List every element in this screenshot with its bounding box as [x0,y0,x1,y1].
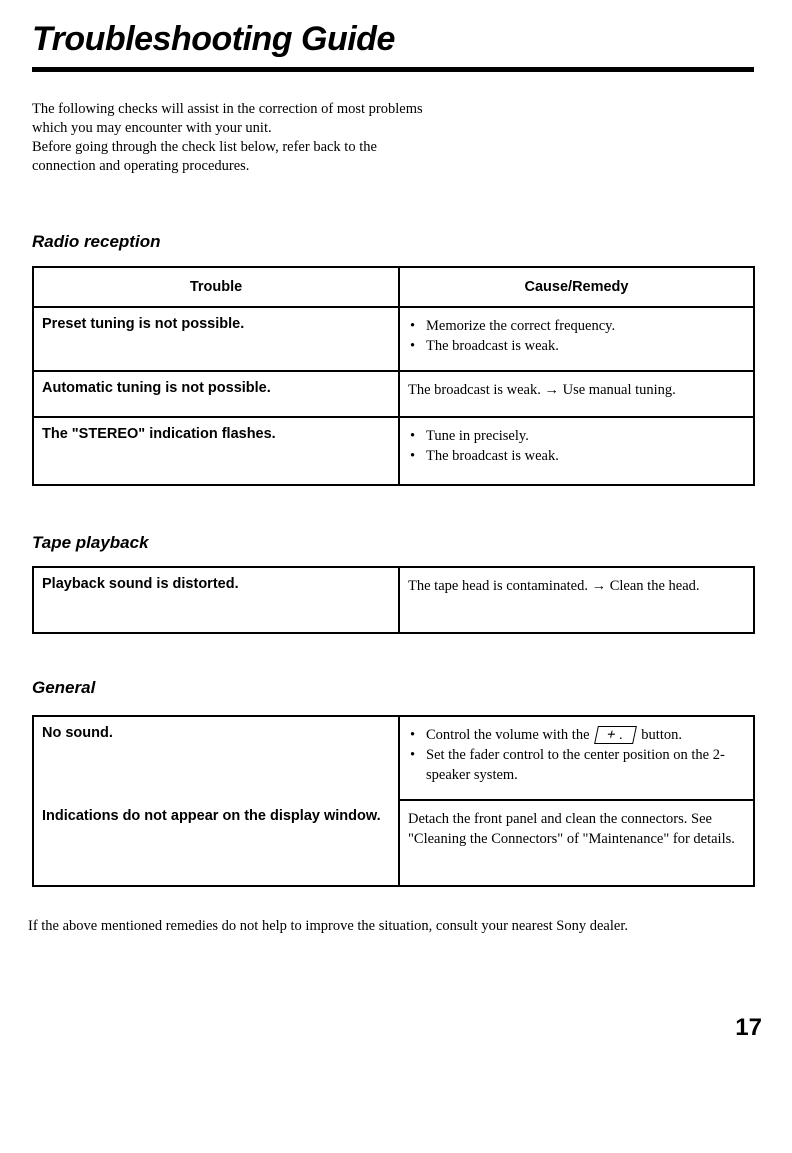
volume-up-button-icon: + . [594,726,636,744]
page-number: 17 [735,1014,762,1041]
table-row [33,716,754,800]
table-row [33,371,754,417]
remedy-cell [399,417,754,485]
intro-line: The following checks will assist in the correction of most problems [32,101,423,117]
section-title-general: General [32,678,96,697]
trouble-cell: The "STEREO" indication flashes. [33,417,399,485]
section-title-tape: Tape playback [32,533,149,552]
trouble-cell: Playback sound is distorted. [33,567,399,633]
table-header-row [33,267,754,307]
table-row [33,307,754,371]
intro-line: connection and operating procedures. [32,158,250,174]
intro-text [32,100,552,176]
remedy-item: • The broadcast is weak. [408,336,745,356]
remedy-item: • Tune in precisely. [408,426,745,446]
remedy-cell [399,371,754,417]
remedy-text: The broadcast is weak. → Use manual tuning. [408,382,676,398]
remedy-item: • The broadcast is weak. [408,446,745,466]
trouble-cell: Indications do not appear on the display window. [33,800,399,886]
header-trouble: Trouble [33,267,399,307]
remedy-cell [399,716,754,800]
general-table [32,715,755,887]
table-row [33,417,754,485]
remedy-volume-after: button. [641,727,682,743]
title-rule [32,67,754,72]
table-row [33,567,754,633]
remedy-cell [399,567,754,633]
header-remedy: Cause/Remedy [399,267,754,307]
remedy-volume-before: Control the volume with the [426,727,590,743]
intro-line: Before going through the check list below, refer back to the [32,139,377,155]
remedy-text: Detach the front panel and clean the connectors. See "Cleaning the Connectors" of "Maintenance" for details. [408,811,735,847]
trouble-cell: No sound. [33,716,399,800]
remedy-item: • Set the fader control to the center position on the 2-speaker system. [408,745,745,785]
remedy-cell [399,307,754,371]
page-title: Troubleshooting Guide [32,20,395,58]
intro-line: which you may encounter with your unit. [32,120,272,136]
section-title-radio: Radio reception [32,232,161,251]
remedy-text: The tape head is contaminated. → Clean the head. [408,578,700,594]
tape-table [32,566,755,634]
remedy-item: • Memorize the correct frequency. [408,316,745,336]
trouble-cell: Automatic tuning is not possible. [33,371,399,417]
radio-table [32,266,755,486]
remedy-cell [399,800,754,886]
trouble-cell: Preset tuning is not possible. [33,307,399,371]
closing-note: If the above mentioned remedies do not help to improve the situation, consult your nearest Sony dealer. [28,918,628,934]
table-row [33,800,754,886]
remedy-item [408,725,745,745]
